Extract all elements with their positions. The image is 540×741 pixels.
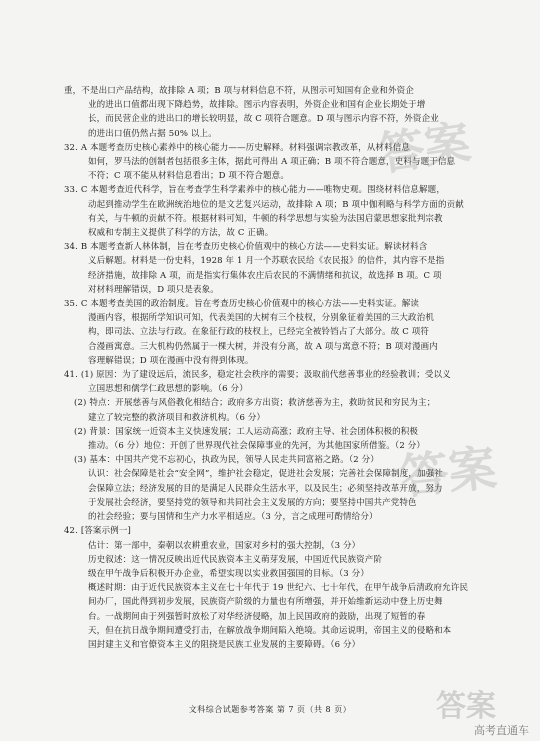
text-line: 33. C 本题考查近代科学，旨在考查学生科学素养中的核心能力——唯物史观。围绕材料信息解题， (64, 185, 445, 196)
text-line: 不符；C 项不能从材料信息看出；D 项不符合题意。 (88, 171, 289, 182)
text-line: 认识：社会保障是社会“安全网”，维护社会稳定，促进社会发展；完善社会保障制度，加强社 (88, 469, 443, 480)
text-line: 的社会经验；要与国情和生产力水平相适应。（3 分，言之成理可酌情给分） (88, 512, 378, 523)
answer-text-block (64, 84, 504, 652)
text-line: 义后解题。材料是一份史料，1928 年 1 月一个苏联农民给《农民报》的信件，其内容不是指 (88, 256, 445, 267)
text-line: 国封建主义和官僚资本主义的阻挠是民族工业发展的主要障碍。（6 分） (88, 639, 361, 650)
text-line: 概述时期：由于近代民族资本主义在七十年代于 19 世纪六、七十年代，在甲午战争后清政府允许民 (88, 583, 469, 594)
text-line: 的进出口值仍然占据 50% 以上。 (88, 128, 217, 139)
text-line: (2) 背景：国家统一近资本主义快速发展；工人运动高涨；政府主导、社会团体积极的积极 (74, 426, 419, 437)
text-line: 级在甲午战争后积极开办企业，希望实现以实业救国强国的目标。（3 分） (88, 568, 369, 579)
text-line: 35. C 本题考查美国的政治制度。旨在考查历史核心价值观中的核心方法——史料实证。解读 (64, 299, 420, 310)
text-line: 容理解错误；D 项在漫画中没有得到体现。 (88, 355, 254, 366)
text-line: 估计：第一部中，秦朝以农耕重农业，国家对乡村的强大控制，（3 分） (88, 540, 361, 551)
text-line: 于发展社会经济，要坚持党的领导和共同社会主义发展的方向；要坚持中国共产党特色 (88, 497, 417, 508)
text-line: 权威和专制主义提供了科学的方法，故 C 正确。 (88, 228, 274, 239)
text-line: 漫画内容，根据所学知识可知，代表美国的大树有三个枝杈，分别象征着美国的三大政治机 (88, 313, 435, 324)
text-line: 有关，与牛顿的贡献不符。根据材料可知，牛顿的科学思想与实验为法国启蒙思想家批判宗教 (88, 213, 443, 224)
text-line: 构，即司法、立法与行政。在象征行政的枝杈上，已经完全被铃铛占了大部分。故 C 项符 (88, 327, 430, 338)
text-line: 会保障立法；经济发展的目的是满足人民群众生活水平，以及民生；必须坚持改革开放，努力 (88, 483, 443, 494)
text-line: 历史叙述：这一情况反映出近代民族资本主义萌芽发展，中国近代民族资产阶 (88, 554, 383, 565)
text-line: 推动。（6 分）地位：开创了世界现代社会保障事业的先河，为其他国家所借鉴。（2 分） (88, 441, 426, 452)
text-line: 经济措施，故排除 A 项，而是指实行集体农庄后农民的不满情绪和抗议，故选择 B 项。C 项 (88, 270, 442, 281)
watermark: 答案 (397, 440, 500, 506)
text-line: 重，不是出口产品结构，故排除 A 项；B 项与材料信息不符，从图示可知国有企业和外资企 (64, 86, 414, 96)
text-line: 间办厂，国此得到初步发展，民族资产阶级的力量也有所增强，并开始维新运动中登上历史舞 (88, 597, 443, 608)
text-line: 台。一战期间由于列强暂时放松了对华经济侵略，加上民国政府的鼓励，出现了短暂的春 (88, 611, 426, 622)
page-footer: 文科综合试题参考答案 第 7 页（共 8 页） (188, 705, 352, 714)
svg-text:答案: 答案 (436, 689, 496, 724)
watermark: 答案 (375, 114, 474, 182)
text-line: 如何，罗马法的创制者包括很多主体，据此可得出 A 项正确；B 项不符合题意，史料与题干信息 (88, 157, 456, 168)
text-line: 42. [答案示例一] (64, 526, 132, 537)
text-line: 动起到推动学生在欧洲统治地位的是文艺复兴运动，故排除 A 项；B 项中伽利略与科学方面的贡献 (88, 199, 464, 210)
text-line: 合漫画寓意。三大机构仍然属于一棵大树，并没有分离，故 A 项与寓意不符；B 项对漫画内 (88, 341, 438, 352)
text-line: 32. A 本题考查历史核心素养中的核心能力——历史解释。材料强调宗教改革，从材料信息 (64, 142, 411, 153)
text-line: 长，而民营企业的进出口的增长较明显，故 C 项符合题意。D 项与图示内容不符，外资企业 (88, 114, 439, 125)
text-line: 建立了较完整的救济项目和救济机构。（6 分） (88, 412, 266, 423)
logo-text: 高考直通车 (474, 724, 529, 737)
text-line: 立国思想和儒学仁政思想的影响。（6 分） (88, 384, 248, 395)
text-line: 天，但在抗日战争期间遭受打击，在解放战争期间陷入绝境。其命运说明，帝国主义的侵略和本 (88, 625, 452, 636)
text-line: (3) 基本：中国共产党不忘初心，执政为民，领导人民走共同富裕之路。（2 分） (74, 455, 379, 466)
text-line: (2) 特点：开展慈善与风俗教化相结合；政府多方出资；救济慈善为主，救助贫民和穷民为主； (74, 398, 436, 409)
text-line: 对材料理解错误，D 项只是表象。 (88, 284, 219, 295)
text-line: 41. (1) 原因：为了建设远后，流民多，稳定社会秩序的需要；汲取前代慈善事业的经验教训；受以义 (64, 370, 451, 381)
text-line: 34. B 本题考查新人林体制，旨在考查历史核心价值观中的核心方法——史料实证。解读材料含 (64, 242, 428, 253)
text-line: 业的进出口值都出现下降趋势，故排除。图示内容表明，外资企业和国有企业长期处于增 (88, 100, 426, 111)
